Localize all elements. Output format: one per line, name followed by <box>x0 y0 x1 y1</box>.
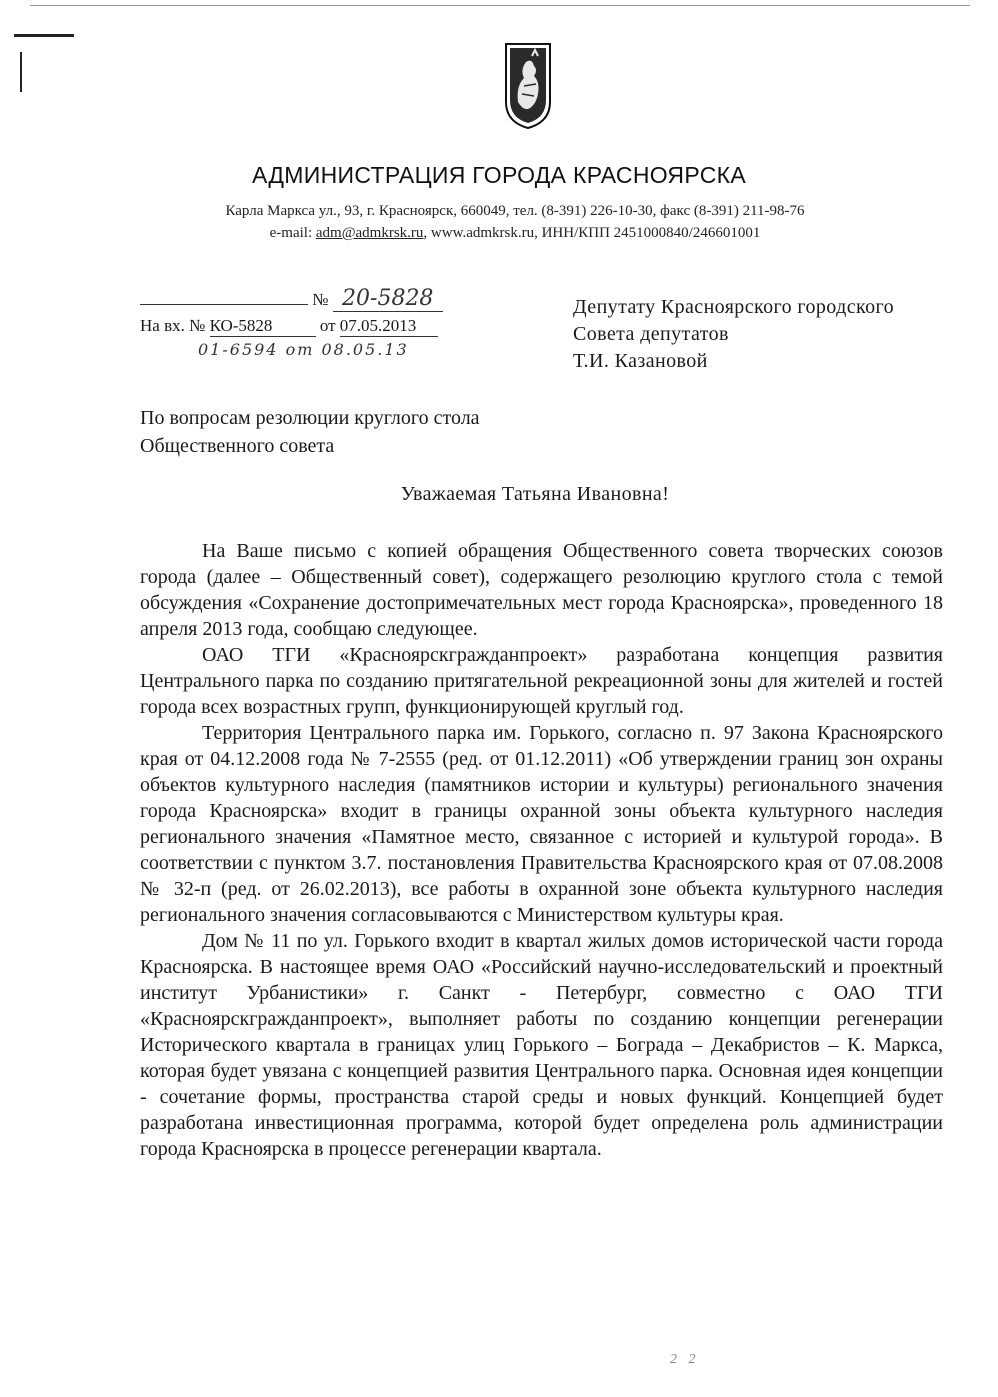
incoming-reference-line <box>140 316 480 337</box>
organization-title: АДМИНИСТРАЦИЯ ГОРОДА КРАСНОЯРСКА <box>252 162 746 188</box>
incoming-number: КО-5828 <box>210 316 316 337</box>
handwritten-registration-note: 01-6594 от 08.05.13 <box>198 340 409 359</box>
email-label: e-mail: <box>269 225 313 241</box>
subject-line-2: Общественного совета <box>140 435 335 457</box>
scan-top-line <box>30 5 970 6</box>
scan-corner-dash <box>14 34 74 37</box>
recipient-line-2: Совета депутатов <box>573 323 729 345</box>
organization-contacts <box>0 225 998 242</box>
body-paragraph-3: Территория Центрального парка им. Горького, согласно п. 97 Закона Красноярского края от 04.12.2008 года № 7-2555 (ред. от 01.12.2011) «Об утверждении границ зон охраны объектов культурного наследия (памятников истории и культуры) регионального значения города Красноярска» входит в границы охранной зоны объекта культурного наследия регионального значения «Памятное место, связанное с историей и культурой города». В соответствии с пунктом 3.7. постановления Правительства Красноярского края от 07.08.2008 № 32-п (ред. от 26.02.2013), все работы в охранной зоне объекта культурного наследия регионального значения согласовываются с Министерством культуры края. <box>140 722 943 926</box>
city-coat-of-arms-icon <box>502 42 554 130</box>
recipient-block <box>573 294 894 375</box>
salutation: Уважаемая Татьяна Ивановна! <box>400 483 670 505</box>
letter-body <box>140 538 943 1162</box>
recipient-line-3: Т.И. Казановой <box>573 350 708 372</box>
email-link[interactable]: adm@admkrsk.ru <box>315 225 424 241</box>
subject-line-1: По вопросам резолюции круглого стола <box>140 407 480 429</box>
incoming-date: 07.05.2013 <box>340 316 438 337</box>
letter-subject <box>140 404 480 460</box>
body-paragraph-1: На Ваше письмо с копией обращения Общественного совета творческих союзов города (далее – Общественный совет), содержащего резолюцию круглого стола с темой обсуждения «Сохранение достопримечательных мест города Красноярска», проведенного 18 апреля 2013 года, сообщаю следующее. <box>140 540 943 640</box>
website-and-tax-ids: , www.admkrsk.ru, ИНН/КПП 2451000840/246601001 <box>423 225 761 241</box>
body-paragraph-2: ОАО ТГИ «Красноярскгражданпроект» разработана концепция развития Центрального парка по созданию притягательной рекреационной зоны для жителей и гостей города всех возрастных групп, функционирующей круглый год. <box>140 644 943 718</box>
recipient-line-1: Депутату Красноярского городского <box>573 296 894 318</box>
outgoing-number: 20-5828 <box>333 286 443 312</box>
scan-side-tick <box>20 52 22 92</box>
organization-address: Карла Маркса ул., 93, г. Красноярск, 660049, тел. (8-391) 226-10-30, факс (8-391) 211-98-76 <box>225 203 805 219</box>
footer-mark: 2 2 <box>670 1352 700 1367</box>
incoming-label: На вх. № <box>140 316 206 335</box>
number-sign: № <box>312 290 329 309</box>
body-paragraph-4: Дом № 11 по ул. Горького входит в квартал жилых домов исторической части города Красноярска. В настоящее время ОАО «Российский научно-исследовательский и проектный институт Урбанистики» г. Санкт - Петербург, совместно с ОАО ТГИ «Красноярскгражданпроект», выполняет работы по созданию концепции регенерации Исторического квартала в границах улиц Горького – Бограда – Декабристов – К. Маркса, которая будет увязана с концепцией развития Центрального парка. Основная идея концепции - сочетание формы, пространства старой среды и новых функций. Концепцией будет разработана инвестиционная программа, которой будет определена роль администрации города Красноярска в процессе регенерации квартала. <box>140 930 943 1160</box>
date-blank <box>140 303 308 305</box>
from-label: от <box>319 316 336 335</box>
outgoing-number-line <box>140 286 480 312</box>
